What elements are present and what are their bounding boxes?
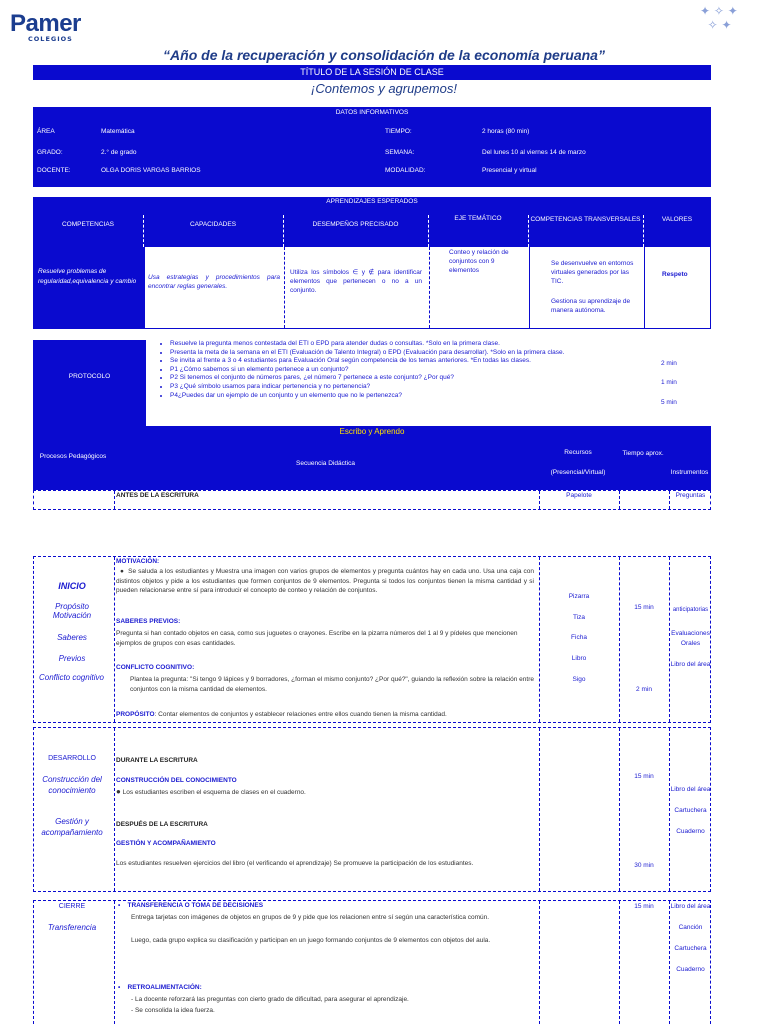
col-recursos: Recursos [564,449,592,456]
transversal-2: Gestiona su aprendizaje de manera autónoma. [551,298,631,314]
protocolo-list [156,340,590,400]
protocolo-time-1: 2 min [661,360,677,367]
cierre-proc-1: Transferencia [47,923,97,932]
logo: Pamer [10,10,81,37]
recurso-4: Libro [571,655,587,662]
inicio-instr-3: Libro del área [670,661,711,668]
inicio-proc-1: Propósito Motivación [52,602,92,620]
inicio-instr-1: anticipatorias [672,607,709,613]
cierre-instr-4: Cuaderno [676,966,705,973]
cierre-title: CIERRE [58,903,86,910]
construccion-text: ● Los estudiantes escriben el esquema de clases en el cuaderno. [116,787,306,796]
antes-instrumento: Preguntas [675,492,706,499]
grado-label: GRADO: [37,149,63,156]
area-value: Matemática [101,128,135,135]
protocolo-section [33,340,711,426]
saberes-heading: SABERES PREVIOS: [116,618,181,625]
semana-value: Del lunes 10 al viernes 14 de marzo [482,149,586,156]
session-title-bar: TÍTULO DE LA SESIÓN DE CLASE [33,65,711,80]
desarrollo-proc-2: Gestión y acompañamiento [41,817,103,837]
modalidad-label: MODALIDAD: [385,167,426,174]
tiempo-label: TIEMPO: [385,128,412,135]
year-motto: “Año de la recuperación y consolidación de la economía peruana” [163,47,605,63]
col-recursos-sub: (Presencial/Virtual) [550,469,606,476]
inicio-proc-3: Previos [58,654,86,663]
cierre-section [33,900,711,1024]
retro-heading: • RETROALIMENTACIÓN: [118,984,202,991]
decorative-stars-icon: ✦ ✧ ✦ ✧ ✦ [700,4,738,32]
desarrollo-time-1: 15 min [634,773,654,780]
retro-text-1: - La docente reforzará las preguntas con cierto grado de dificultad, para asegurar el aprendizaje. [131,996,409,1003]
protocolo-item: • Presenta la meta de la semana en el ETI (Evaluación de Talento Integral) o EPD (Evaluación para desarrollar). *Solo en la primera clase. [170,349,590,358]
grado-value: 2.° de grado [101,149,137,156]
col-transversales: COMPETENCIAS TRANSVERSALES [530,216,641,223]
desempeno-text: Utiliza los símbolos ∈ y ∉ para identificar elementos que pertenecen o no a un conjunto. [290,269,422,294]
desarrollo-instr-3: Cuaderno [676,828,705,835]
transferencia-heading: • TRANSFERENCIA O TOMA DE DECISIONES [118,902,264,909]
antes-text: ANTES DE LA ESCRITURA [116,492,199,499]
cierre-instr-3: Cartuchera [674,945,707,952]
gestion-heading: GESTIÓN Y ACOMPAÑAMIENTO [116,840,216,847]
inicio-proc-4: Conflicto cognitivo [39,673,104,682]
retro-text-2: - Se consolida la idea fuerza. [131,1007,215,1014]
recurso-3: Ficha [571,634,587,641]
docente-value: OLGA DORIS VARGAS BARRIOS [101,167,201,174]
protocolo-item: • P2 Si tenemos el conjunto de números pares, ¿el número 7 pertenece a este conjunto? ¿Por qué? [170,374,590,383]
conflicto-heading: CONFLICTO COGNITIVO: [116,664,195,671]
cierre-instr-2: Canción [678,924,703,931]
info-table [33,107,711,187]
aprendizajes-title: APRENDIZAJES ESPERADOS [326,198,418,205]
saberes-text: Pregunta si han contado objetos en casa, como sus juguetes o crayones. Escribe en la pizarra números del 1 al 9 y pídeles que mencionen ejemplos de grupos con esas cantidades. [116,630,518,647]
col-desempenos: DESEMPEÑOS PRECISADO [312,221,399,228]
durante-heading: DURANTE LA ESCRITURA [116,757,198,764]
cierre-time-1: 15 min [634,903,654,910]
desarrollo-time-2: 30 min [634,862,654,869]
inicio-time-1: 15 min [634,604,654,611]
logo-subtitle: COLEGIOS [28,35,73,43]
recurso-2: Tiza [572,614,586,621]
conflicto-text: Plantea la pregunta: "Si tengo 9 lápices y 9 borradores, ¿forman el mismo conjunto? ¿Por qué?", guiando la reflexión sobre la relación entre conjuntos con la misma cantidad de elementos. [130,676,534,693]
col-valores: VALORES [661,216,693,223]
area-label: ÁREA [37,128,55,135]
inicio-instr-2: Evaluaciones Orales [671,630,710,647]
session-title: ¡Contemos y agrupemos! [311,81,457,96]
col-secuencia: Secuencia Didáctica [296,460,355,467]
proposito-text: PROPÓSITO: Contar elementos de conjuntos y establecer relaciones entre ellos cuando tienen la misma cantidad. [116,711,447,718]
modalidad-value: Presencial y virtual [482,167,537,174]
antes-recurso: Papelote [566,492,592,499]
sequence-header [33,446,711,490]
col-competencias: COMPETENCIAS [61,221,114,228]
info-header: DATOS INFORMATIVOS [335,109,409,116]
col-capacidades: CAPACIDADES [189,221,237,228]
protocolo-time-3: 5 min [661,399,677,406]
escribo-aprendo-bar: Escribo y Aprendo [33,426,711,446]
recurso-5: Sigo [572,676,586,683]
protocolo-item: • Se invita al frente a 3 o 4 estudiantes para Evaluación Oral según competencia de los temas anteriores. *En todas las clases. [170,357,590,366]
desarrollo-title: DESARROLLO [48,755,96,762]
gestion-text: Los estudiantes resuelven ejercicios del libro (el verificando el aprendizaje) Se promueve la participación de los estudiantes. [116,860,474,867]
col-eje: EJE TEMÁTICO [454,215,502,222]
tiempo-value: 2 horas (80 min) [482,128,530,135]
desarrollo-section [33,727,711,892]
desarrollo-instr-1: Libro del área [670,786,711,793]
capacidad-text: Usa estrategias y procedimientos para encontrar reglas generales. [148,274,280,290]
motivacion-heading: MOTIVACIÓN: [116,558,160,565]
motivacion-text: ● Se saluda a los estudiantes y Muestra una imagen con varios grupos de elementos y pregunta cuántos hay en cada uno. Usa una caja con distintos objetos y pide a los estudiantes que formen conjuntos de 9 elementos. Pregunta si todos los conjuntos tienen la misma cantidad y si pueden relacionarse entre sí para introducir el concepto de conteo y relación de conjuntos. [116,568,534,594]
transferencia-text-1: Entrega tarjetas con imágenes de objetos en grupos de 9 y pide que los relacionen entre sí según una característica común. [131,914,490,921]
aprendizajes-row [33,247,711,329]
valor-text: Respeto [662,271,688,278]
cierre-instr-1: Libro del área [670,903,711,910]
competencia-text: Resuelve problemas de regularidad,equivalencia y cambio [38,268,137,285]
protocolo-item: • P3 ¿Qué símbolo usamos para indicar pertenencia y no pertenencia? [170,383,590,392]
protocolo-item: • P1 ¿Cómo sabemos si un elemento pertenece a un conjunto? [170,366,590,375]
recurso-1: Pizarra [568,593,590,600]
inicio-proc-2: Saberes [57,633,87,642]
docente-label: DOCENTE: [37,167,71,174]
inicio-time-2: 2 min [636,686,652,693]
desarrollo-instr-2: Cartuchera [674,807,707,814]
transversal-1: Se desenvuelve en entornos virtuales generados por las TIC. [551,260,634,285]
inicio-title: INICIO [58,581,86,591]
protocolo-time-2: 1 min [661,379,677,386]
antes-row [33,490,711,510]
aprendizajes-header [33,197,711,247]
inicio-section [33,556,711,723]
col-procesos: Procesos Pedagógicos [39,453,107,460]
desarrollo-proc-1: Construcción del conocimiento [42,775,102,795]
col-instrumentos: Instrumentos [670,469,709,476]
protocolo-item: • Resuelve la pregunta menos contestada del ETI o EPD para atender dudas o consultas. *Solo en la primera clase. [170,340,590,349]
despues-heading: DESPUÉS DE LA ESCRITURA [116,821,208,828]
protocolo-item: • P4¿Puedes dar un ejemplo de un conjunto y un elemento que no le pertenezca? [170,392,590,401]
transferencia-text-2: Luego, cada grupo explica su clasificación y participan en un juego formando conjuntos de 9 elementos con objetos del aula. [131,937,491,944]
col-tiempo: Tiempo aprox. [622,450,664,457]
eje-text: Conteo y relación de conjuntos con 9 elementos [449,249,509,274]
protocolo-label: PROTOCOLO [33,340,146,426]
semana-label: SEMANA: [385,149,415,156]
construccion-heading: CONSTRUCCIÓN DEL CONOCIMIENTO [116,777,237,784]
